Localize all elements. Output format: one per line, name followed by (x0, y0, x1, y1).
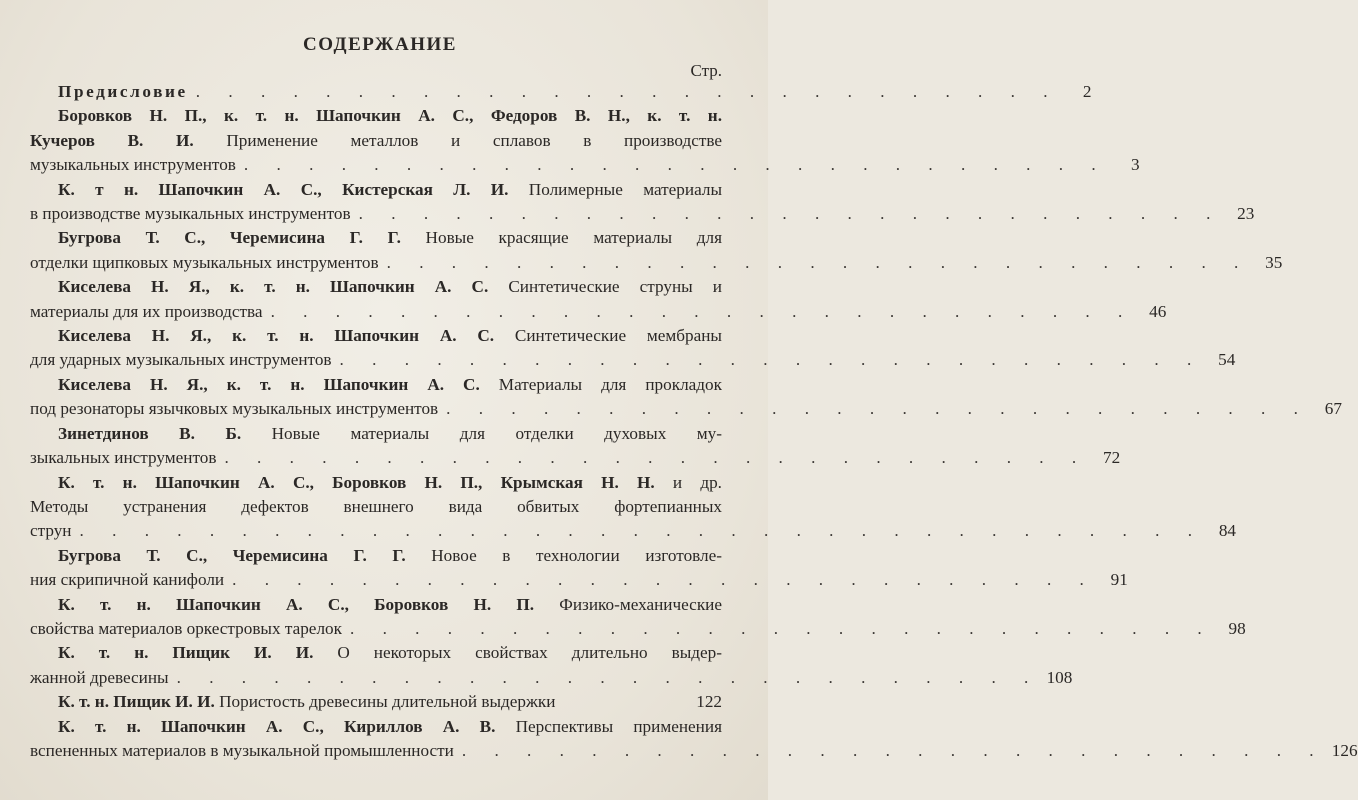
leader-dots: . . . . . . . . . . . . . . . . . . . . . . . . . . . (243, 155, 1108, 175)
page-number: 23 (1237, 204, 1255, 224)
toc-entry-line (30, 104, 722, 128)
entry-title: Перспективы применения (495, 716, 722, 736)
entry-line-wrap (58, 690, 555, 714)
entry-title: Материалы для прокладок (479, 374, 722, 394)
toc-entry (30, 373, 1342, 422)
entry-title: материалы для их производства (30, 301, 263, 321)
toc-entry (30, 104, 1140, 177)
entry-authors: К. т. н. Шапочкин А. С., Боровков Н. П. (58, 594, 535, 614)
leader-dots: . . . . . . . . . . . . . . . . . . . . . . . . . . . (270, 301, 1135, 321)
page-number: 35 (1265, 252, 1283, 272)
entry-title: струн (30, 521, 72, 541)
leader-dots: . . . . . . . . . . . . . . . . . . . . . . . . . . . (232, 570, 1096, 590)
toc-entry-line (30, 373, 722, 397)
entry-title: Новые материалы для отделки духовых му- (241, 423, 722, 443)
toc-entry (30, 690, 722, 714)
entry-title: Новое в технологии изготовле- (405, 545, 722, 565)
toc-entry (30, 715, 1358, 764)
entry-title: жанной древесины (30, 667, 169, 687)
entry-title: и др. (654, 472, 722, 492)
leader-dots: . . . . . . . . . . . . . . . . . . . . . . . . . . . (446, 399, 1310, 419)
page-number: 108 (1046, 667, 1073, 687)
toc-entry-line (30, 80, 1092, 104)
page-number: 2 (1082, 82, 1092, 101)
entry-title: для ударных музыкальных инструментов (30, 350, 332, 370)
page-number: 84 (1218, 521, 1236, 541)
entry-authors: Боровков Н. П., к. т. н. Шапочкин А. С., Федоров В. Н., к. т. н. (58, 106, 722, 126)
page-number: 72 (1102, 448, 1121, 468)
entry-title: вспененных материалов в музыкальной промышленности (30, 740, 454, 760)
page-column-label: Стр. (690, 61, 722, 80)
toc-entry-line (30, 568, 1128, 592)
entry-authors: К. т н. Шапочкин А. С., Кистерская Л. И. (58, 179, 509, 199)
page-number: 98 (1228, 618, 1246, 638)
toc-entry-line (30, 519, 1236, 543)
toc-entry (30, 178, 1255, 227)
toc-entry-line (30, 397, 1342, 421)
leader-dots: . . . . . . . . . . . . . . . . . . . . . . . . . . . (195, 82, 1060, 101)
entry-authors: К. т. н. Пищик И. И. (58, 692, 215, 712)
toc-entry-line (30, 202, 1255, 226)
toc-entry-line (30, 422, 722, 446)
entry-authors: К. т. н. Шапочкин А. С., Кириллов А. В. (58, 716, 496, 736)
toc-entry-line (30, 251, 1283, 275)
entry-title: Новые красящие материалы для (400, 228, 722, 248)
entry-authors: К. т. н. Пищик И. И. (58, 643, 314, 663)
toc-entry (30, 275, 1167, 324)
leader-dots: . . . . . . . . . . . . . . . . . . . . . . . . . . . (176, 667, 1041, 687)
toc-entry-line (30, 666, 1073, 690)
entry-title: под резонаторы язычковых музыкальных инструментов (30, 399, 439, 419)
leader-dots: . . . . . . . . . . . . . . . . . . . . . . . . . . . (386, 252, 1251, 272)
entry-title: в производстве музыкальных инструментов (30, 204, 351, 224)
toc-entry-line (30, 324, 722, 348)
toc-entry-line (30, 275, 722, 299)
entry-title: музыкальных инструментов (30, 155, 236, 175)
toc-entry-line (30, 690, 722, 714)
entry-title: свойства материалов оркестровых тарелок (30, 618, 342, 638)
toc-entry (30, 544, 1128, 593)
toc-entry-preface (30, 80, 1092, 104)
entry-title: зыкальных инструментов (30, 448, 217, 468)
toc-entry (30, 593, 1246, 642)
page-number: 126 (1331, 740, 1358, 760)
toc-entry-line (30, 617, 1246, 641)
toc-entry (30, 422, 1121, 471)
toc-entry (30, 324, 1236, 373)
entry-title: Синтетические струны и (488, 277, 722, 297)
entry-title: Полимерные материалы (508, 179, 722, 199)
page-title: СОДЕРЖАНИЕ (303, 34, 457, 55)
entry-title: отделки щипковых музыкальных инструментов (30, 252, 379, 272)
entry-title: Пористость древесины длительной выдержки (214, 692, 556, 712)
toc-entry-line (30, 178, 722, 202)
toc-entry-line (30, 641, 722, 665)
entry-title: Синтетические мембраны (494, 326, 722, 346)
entry-authors: Кучеров В. И. (30, 130, 194, 150)
leader-dots: . . . . . . . . . . . . . . . . . . . . . . . . . . . (358, 204, 1223, 224)
page-number: 122 (696, 692, 722, 712)
page-number: 54 (1218, 350, 1236, 370)
leader-dots: . . . . . . . . . . . . . . . . . . . . . . . . . . . (339, 350, 1204, 370)
leader-dots: . . . . . . . . . . . . . . . . . . . . . . . . . . . (461, 740, 1326, 760)
toc-entry-line (30, 300, 1167, 324)
toc-entry-line (30, 348, 1236, 372)
toc-entry-line (30, 739, 1358, 763)
leader-dots: . . . . . . . . . . . . . . . . . . . . . . . . . . . (349, 618, 1214, 638)
toc-entry-line (30, 471, 722, 495)
entry-authors: Бугрова Т. С., Черемисина Г. Г. (58, 228, 401, 248)
entry-title: ния скрипичной канифоли (30, 570, 225, 590)
page-number: 3 (1131, 155, 1140, 175)
toc-entry (30, 641, 1073, 690)
page-number: 91 (1110, 570, 1128, 590)
entry-title: Методы устранения дефектов внешнего вида обвитых фортепианных (30, 496, 722, 516)
page-number: 46 (1149, 301, 1167, 321)
entry-title: О некоторых свойствах длительно выдер- (313, 643, 722, 663)
entry-authors: Бугрова Т. С., Черемисина Г. Г. (58, 545, 406, 565)
toc-entry-line (30, 715, 722, 739)
page-number: 67 (1324, 399, 1342, 419)
toc-entry-line (30, 153, 1140, 177)
toc-entry-line (30, 495, 722, 519)
leader-dots: . . . . . . . . . . . . . . . . . . . . . . . . . . . . . . . . . . . (79, 521, 1204, 541)
leader-dots: . . . . . . . . . . . . . . . . . . . . . . . . . . . (224, 448, 1089, 468)
preface-label: Предисловие (58, 82, 188, 101)
toc-entry (30, 471, 1236, 544)
entry-authors: Зинетдинов В. Б. (58, 423, 242, 443)
entry-authors: К. т. н. Шапочкин А. С., Боровков Н. П., Крымская Н. Н. (58, 472, 655, 492)
entry-authors: Киселева Н. Я., к. т. н. Шапочкин А. С. (58, 374, 480, 394)
toc-entry-line (30, 226, 722, 250)
toc-entry (30, 226, 1283, 275)
toc-entry-line (30, 446, 1121, 470)
entry-authors: Киселева Н. Я., к. т. н. Шапочкин А. С. (58, 326, 495, 346)
toc-entry-line (30, 544, 722, 568)
entry-authors: Киселева Н. Я., к. т. н. Шапочкин А. С. (58, 277, 489, 297)
toc-entry-line (30, 593, 722, 617)
toc-entry-line (30, 129, 722, 153)
entry-title: Применение металлов и сплавов в производстве (193, 130, 722, 150)
entry-title: Физико-механические (534, 594, 722, 614)
